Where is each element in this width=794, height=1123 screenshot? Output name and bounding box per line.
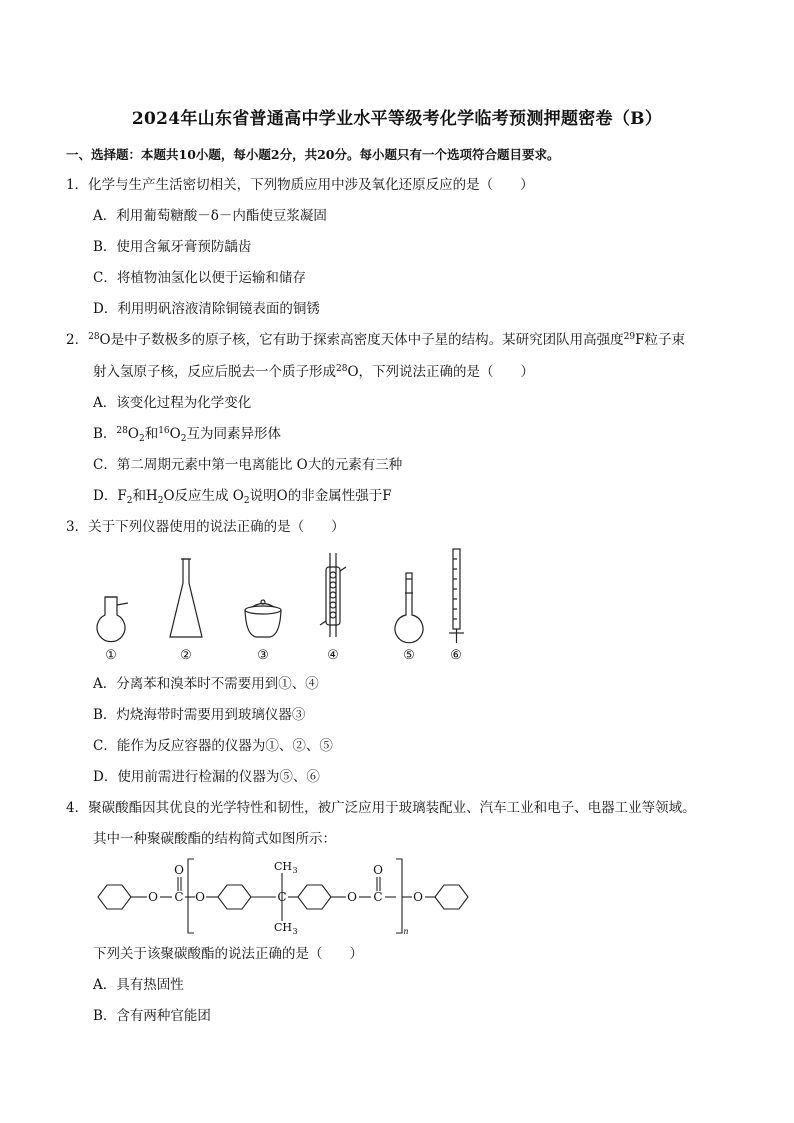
svg-text:n: n (403, 927, 409, 935)
apparatus-label-5: ⑤ (403, 648, 415, 663)
apparatus-label-1: ① (105, 648, 117, 663)
lab-apparatus-figure (80, 545, 500, 665)
question-2-stem-continued: 射入氢原子核，反应后脱去一个质子形成$^{28}$O，下列说法正确的是（ ） (93, 364, 535, 380)
question-1-option-c: C．将植物油氢化以便于运输和储存 (93, 270, 306, 286)
question-1-option-b: B．使用含氟牙膏预防龋齿 (93, 239, 252, 255)
svg-text:O: O (148, 890, 158, 904)
svg-text:CH: CH (273, 921, 293, 934)
question-4-stem-continued: 其中一种聚碳酸酯的结构简式如图所示： (93, 831, 336, 847)
section-heading: 一、选择题：本题共10小题，每小题2分，共20分。每小题只有一个选项符合题目要求。 (66, 147, 560, 162)
question-2-option-a: A．该变化过程为化学变化 (93, 395, 252, 411)
condenser-icon (320, 553, 346, 637)
question-4-question: 下列关于该聚碳酸酯的说法正确的是（ ） (93, 946, 363, 962)
svg-text:C: C (277, 890, 287, 904)
question-3-stem: 3．关于下列仪器使用的说法正确的是（ ） (66, 519, 345, 535)
page-title: 2024年山东省普通高中学业水平等级考化学临考预测押题密卷（B） (131, 109, 663, 129)
svg-text:3: 3 (292, 927, 298, 935)
svg-text:O: O (195, 890, 205, 904)
question-2-option-d: D．$F_2$和$H_2O$反应生成 $O_2$说明O的非金属性强于F (93, 488, 392, 506)
question-3-option-b: B．灼烧海带时需要用到玻璃仪器③ (93, 707, 306, 723)
svg-text:C: C (174, 890, 184, 904)
svg-text:O: O (347, 890, 357, 904)
apparatus-label-3: ③ (257, 648, 269, 663)
volumetric-flask-icon (395, 573, 423, 643)
question-1-stem: 1．化学与生产生活密切相关，下列物质应用中涉及氧化还原反应的是（ ） (66, 177, 534, 193)
question-2-stem: 2．$^{28}$O是中子数极多的原子核，它有助于探索高密度天体中子星的结构。某研究团队用高强度$^{29}$F粒子束 (66, 332, 685, 348)
svg-text:O: O (174, 863, 184, 877)
svg-text:C: C (373, 890, 383, 904)
question-1-option-d: D．利用明矾溶液清除铜镜表面的铜锈 (93, 301, 320, 317)
question-4-option-b: B．含有两种官能团 (93, 1008, 211, 1024)
svg-text:O: O (373, 863, 383, 877)
svg-text:CH: CH (273, 860, 293, 873)
polycarbonate-structure (90, 855, 480, 935)
question-4-option-a: A．具有热固性 (93, 977, 184, 993)
question-4-stem: 4．聚碳酸酯因其优良的光学特性和韧性，被广泛应用于玻璃装配业、汽车工业和电子、电器工业等领域。 (66, 800, 696, 816)
question-3-option-a: A．分离苯和溴苯时不需要用到①、④ (93, 676, 319, 692)
question-1-option-a: A．利用葡萄糖酸－δ－内酯使豆浆凝固 (93, 208, 327, 224)
apparatus-label-2: ② (180, 648, 192, 663)
question-2-option-c: C．第二周期元素中第一电离能比 O大的元素有三种 (93, 457, 403, 473)
question-2-option-b: B．$^{28}O_2$和$^{16}O_2$互为同素异形体 (93, 426, 281, 444)
apparatus-label-4: ④ (327, 648, 339, 663)
crucible-icon (245, 600, 281, 637)
burette-icon (449, 549, 464, 643)
conical-flask-icon (170, 559, 202, 637)
question-3-option-c: C．能作为反应容器的仪器为①、②、⑤ (93, 738, 333, 754)
svg-text:O: O (413, 890, 423, 904)
apparatus-label-6: ⑥ (450, 648, 462, 663)
svg-text:3: 3 (292, 866, 298, 875)
question-3-option-d: D．使用前需进行检漏的仪器为⑤、⑥ (93, 769, 320, 785)
distilling-flask-icon (97, 597, 128, 642)
